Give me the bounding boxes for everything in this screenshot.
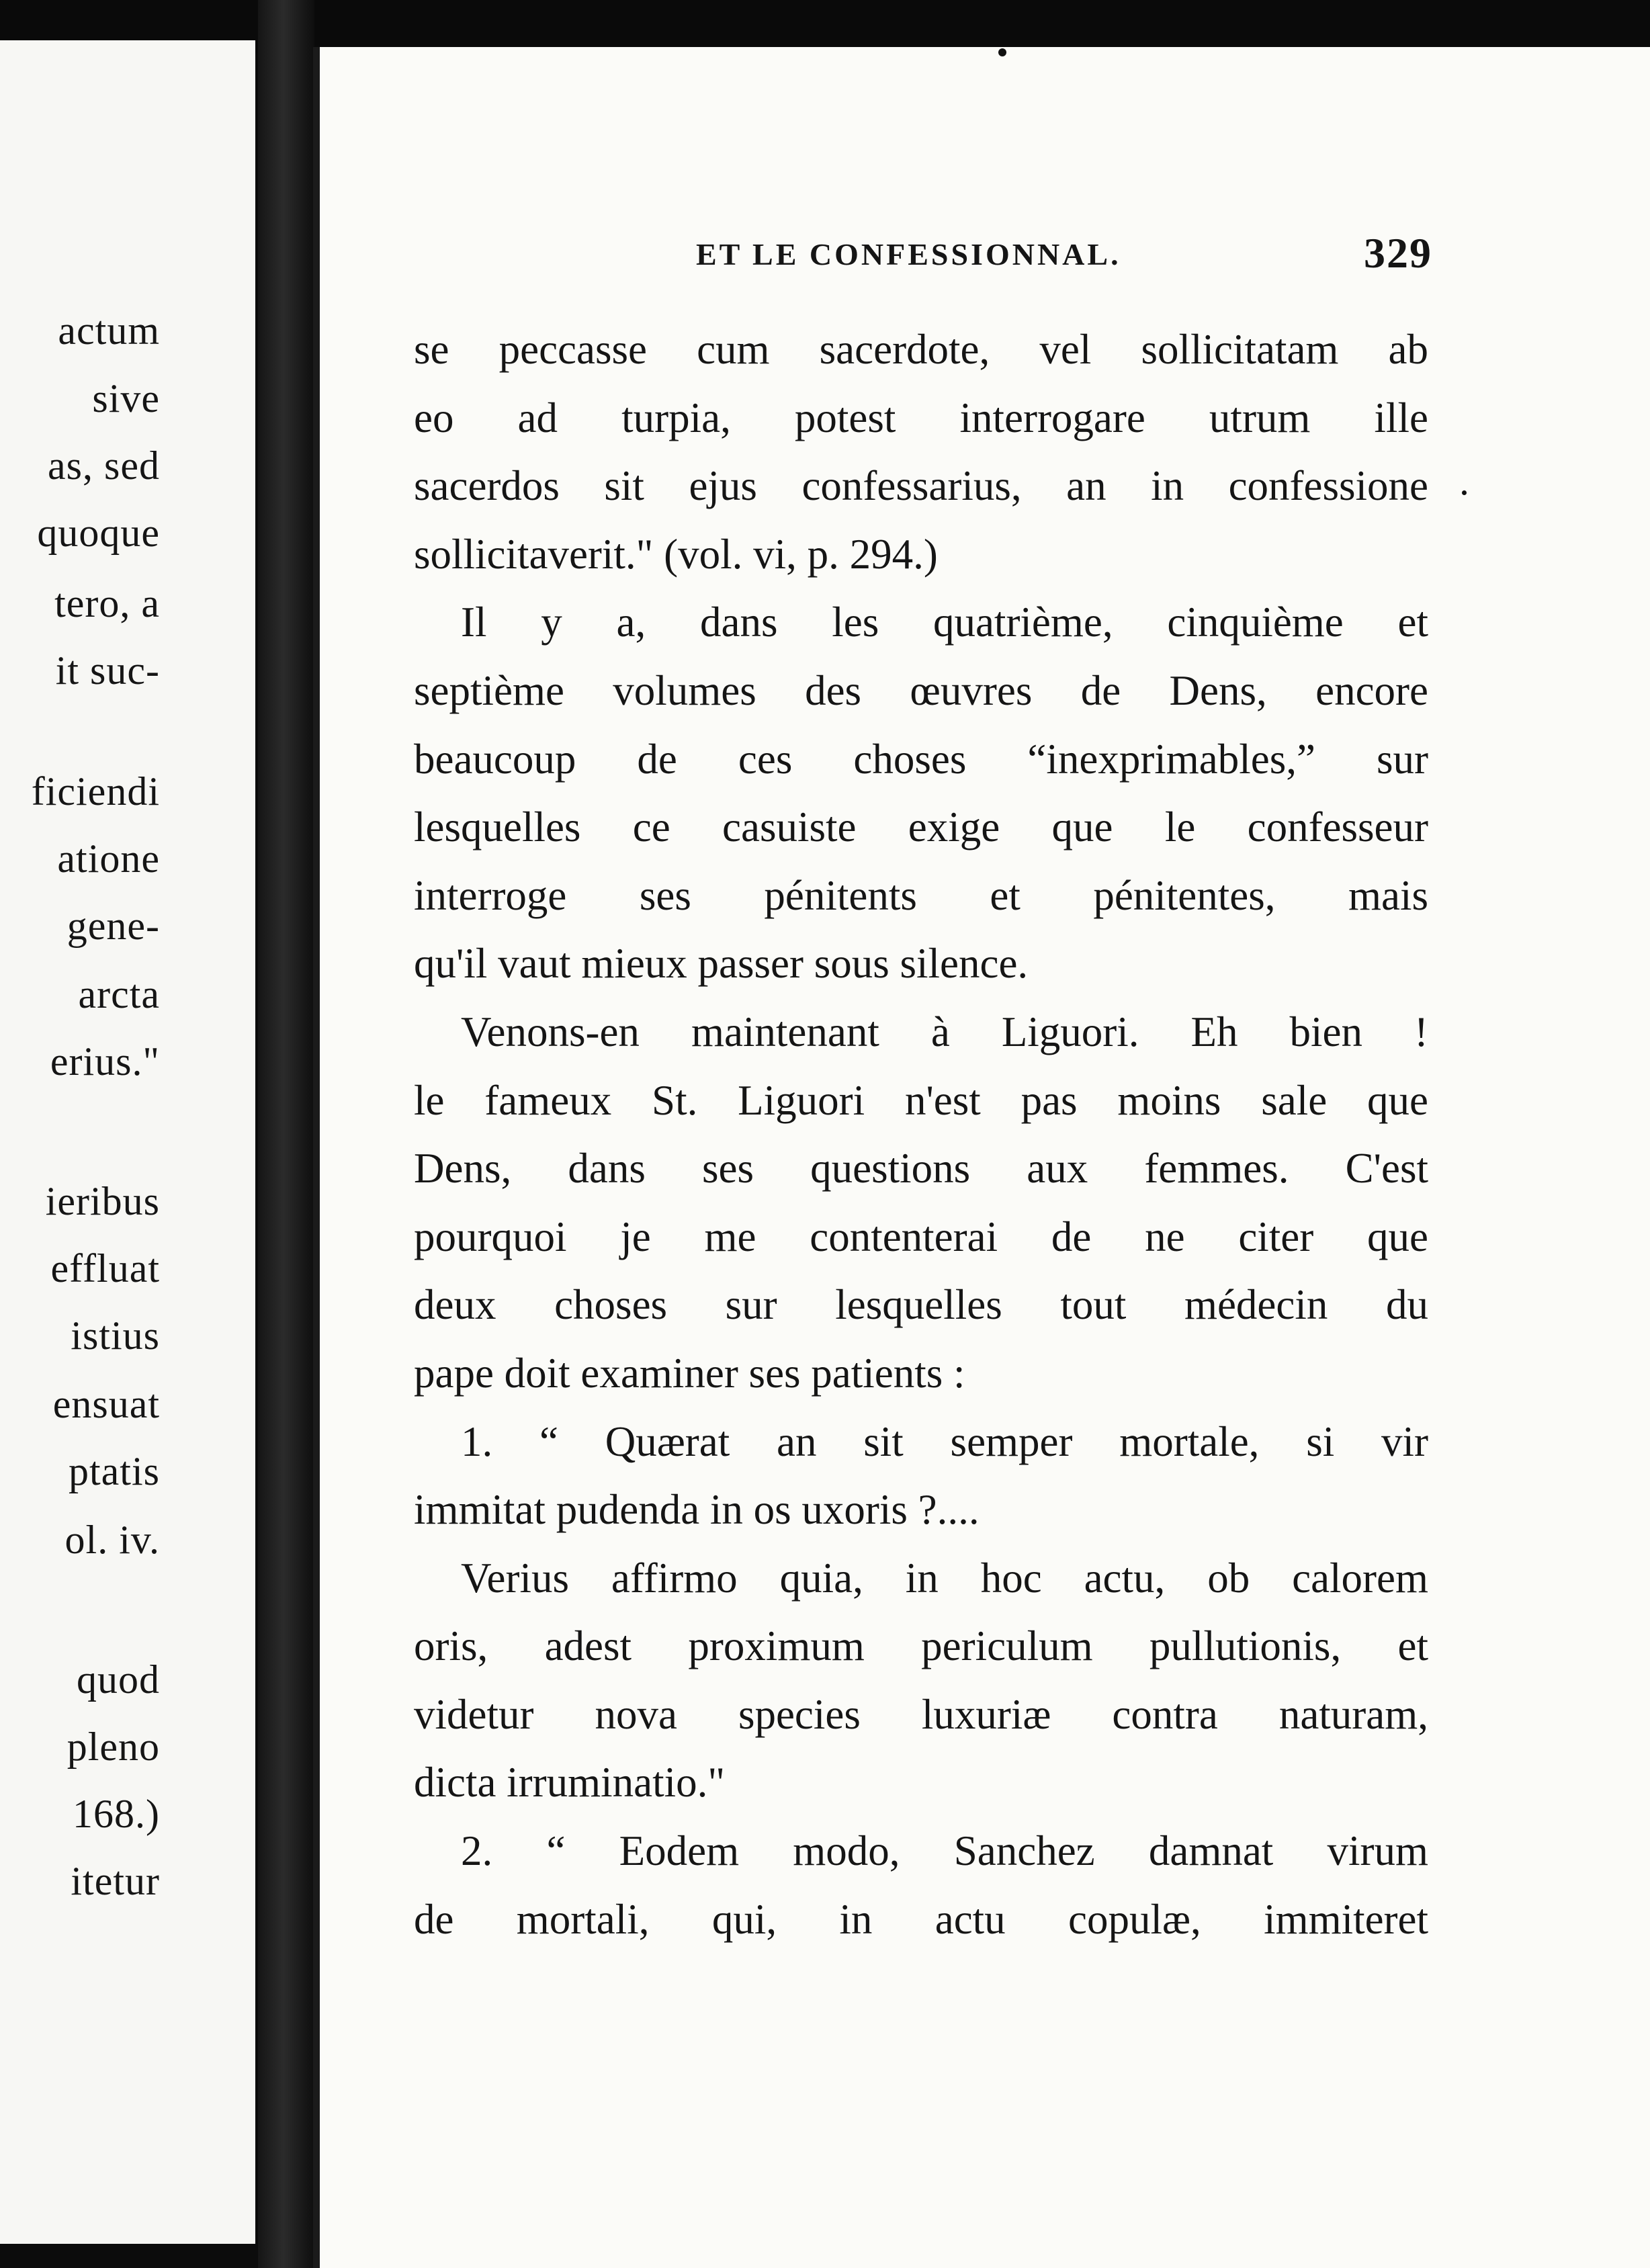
book-page [313, 47, 1650, 2268]
left-fragment: quoque [37, 511, 160, 555]
text-line: interroge ses pénitents et pénitentes, mais [414, 871, 1428, 919]
left-fragment: ensuat [52, 1382, 160, 1426]
text-line: pape doit examiner ses patients : [414, 1349, 965, 1397]
left-fragment: atione [57, 836, 160, 881]
scan-speck [998, 48, 1006, 56]
text-line: beaucoup de ces choses “inexprimables,” sur [414, 735, 1428, 783]
text-line: eo ad turpia, potest interrogare utrum ille [414, 394, 1428, 441]
left-fragment: 168.) [73, 1792, 160, 1836]
text-line: immitat pudenda in os uxoris ?.... [414, 1486, 980, 1534]
scan-speck [1462, 490, 1467, 495]
left-fragment: it suc- [55, 648, 160, 693]
text-line: deux choses sur lesquelles tout médecin du [414, 1281, 1428, 1329]
previous-page-edge [0, 40, 255, 2244]
text-line: qu'il vaut mieux passer sous silence. [414, 940, 1029, 988]
text-line: oris, adest proximum periculum pullutionis, et [414, 1622, 1428, 1670]
text-line: se peccasse cum sacerdote, vel sollicitatam ab [414, 326, 1428, 373]
text-line: sollicitaverit." (vol. vi, p. 294.) [414, 530, 938, 578]
left-fragment: quod [77, 1657, 160, 1702]
left-fragment: as, sed [48, 443, 160, 488]
left-fragment: arcta [78, 972, 160, 1016]
paragraph-start-line: Venons-en maintenant à Liguori. Eh bien ! [461, 1008, 1428, 1055]
text-line: sacerdos sit ejus confessarius, an in confessione [414, 462, 1428, 510]
text-line: videtur nova species luxuriæ contra naturam, [414, 1690, 1428, 1738]
text-line: Dens, dans ses questions aux femmes. C'est [414, 1145, 1428, 1192]
left-fragment: actum [58, 308, 160, 353]
text-line: le fameux St. Liguori n'est pas moins sale que [414, 1076, 1428, 1124]
left-fragment: effluat [50, 1246, 160, 1291]
paragraph-start-line: 1. “ Quærat an sit semper mortale, si vir [461, 1418, 1428, 1465]
left-fragment: itetur [71, 1859, 160, 1903]
left-fragment: ol. iv. [64, 1518, 160, 1562]
left-fragment: ficiendi [31, 769, 160, 814]
running-head: ET LE CONFESSIONNAL. [696, 237, 1121, 271]
left-fragment: erius." [50, 1039, 160, 1084]
left-fragment: pleno [67, 1725, 160, 1769]
paragraph-start-line: Verius affirmo quia, in hoc actu, ob calorem [461, 1554, 1428, 1602]
left-fragment: tero, a [54, 581, 160, 625]
text-line: de mortali, qui, in actu copulæ, immiteret [414, 1895, 1428, 1943]
left-fragment: sive [92, 376, 160, 421]
left-fragment: ieribus [45, 1179, 160, 1223]
text-line: dicta irruminatio." [414, 1759, 726, 1806]
left-fragment: istius [71, 1313, 160, 1358]
left-fragment: ptatis [69, 1449, 160, 1493]
book-gutter [258, 0, 314, 2268]
paragraph-start-line: Il y a, dans les quatrième, cinquième et [461, 599, 1428, 646]
left-fragment: gene- [67, 904, 160, 948]
text-line: lesquelles ce casuiste exige que le confesseur [414, 803, 1428, 851]
text-line: septième volumes des œuvres de Dens, encore [414, 666, 1428, 714]
text-line: pourquoi je me contenterai de ne citer que [414, 1213, 1428, 1260]
body-text [414, 316, 1428, 1954]
page-number: 329 [1364, 229, 1432, 277]
paragraph-start-line: 2. “ Eodem modo, Sanchez damnat virum [461, 1827, 1428, 1875]
